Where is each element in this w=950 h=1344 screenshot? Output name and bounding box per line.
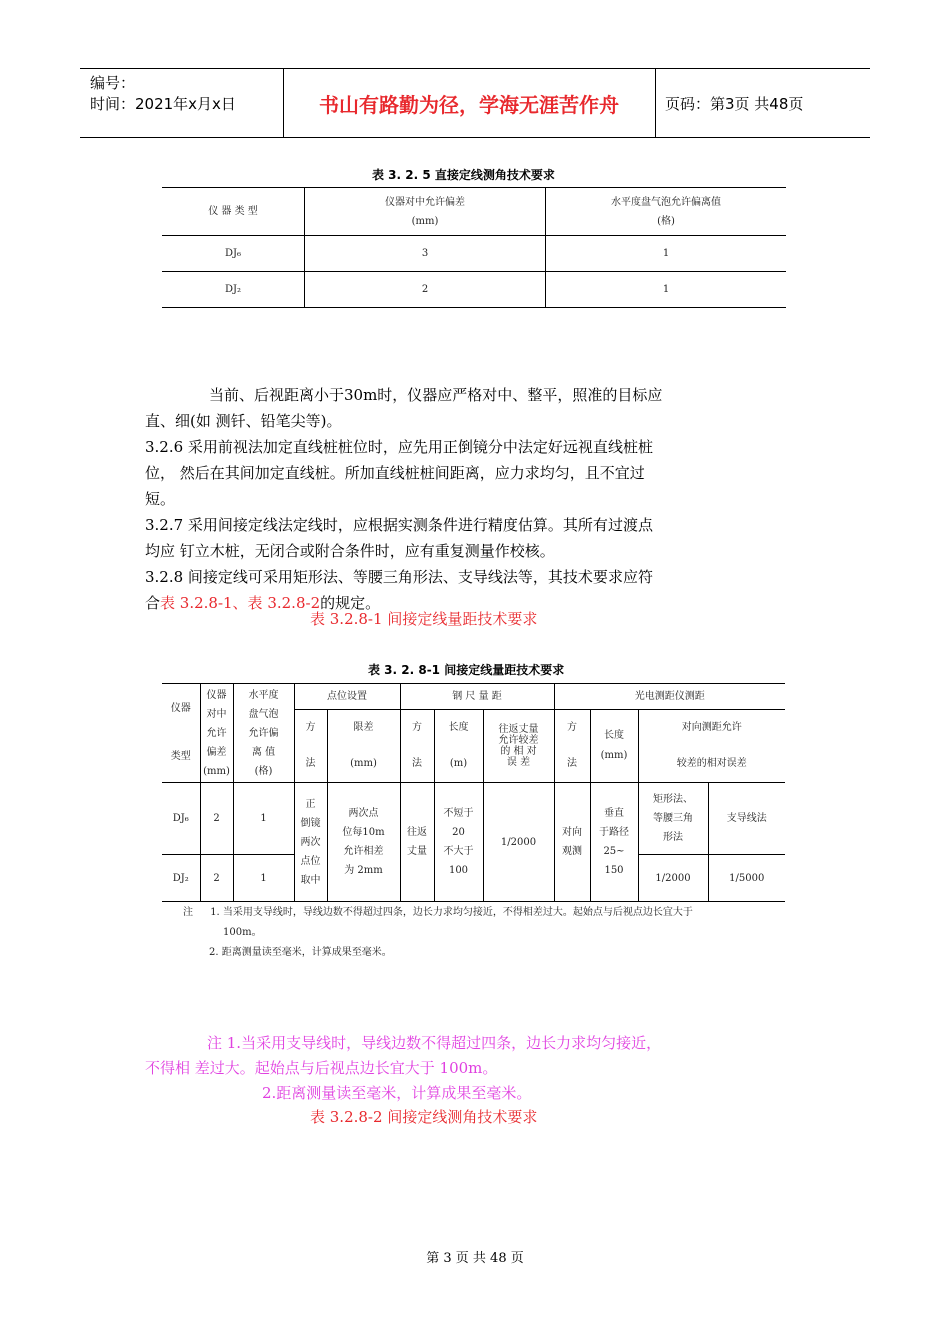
- table-cell: 2: [200, 855, 233, 902]
- header-cell: 方 法: [294, 710, 327, 783]
- table-cell: 不短于 20 不大于 100: [434, 783, 483, 902]
- table-notes: 注 1. 当采用支导线时，导线边数不得超过四条，边长力求均匀接近，不得相差过大。起始点与后视点边长宜大于: [183, 907, 693, 918]
- divider: [655, 69, 656, 137]
- table-cell: 2: [200, 783, 233, 855]
- date-label: 时间：2021年x月x日: [90, 95, 236, 113]
- note-line: 注 1.当采用支导线时，导线边数不得超过四条，边长力求均匀接近，: [207, 1034, 662, 1052]
- table-3-2-5: [162, 187, 786, 308]
- table-cell: 1/5000: [708, 855, 785, 902]
- table-cell: 2: [305, 272, 546, 308]
- table-cell: 1/2000: [483, 783, 554, 902]
- header-cell: 光电测距仪测距: [554, 684, 785, 710]
- table-title-red: 表 3.2.8-2 间接定线测角技术要求: [310, 1108, 538, 1126]
- table-cell: 两次点 位每10m 允许相差 为 2mm: [327, 783, 400, 902]
- table-cell: 1: [546, 236, 787, 272]
- header-meta: [90, 73, 236, 115]
- table-cell: 1: [546, 272, 787, 308]
- table-cell: 支导线法: [708, 783, 785, 855]
- table-cell: 正 倒镜 两次 点位 取中: [294, 783, 327, 902]
- table-notes: 2. 距离测量读至毫米，计算成果至毫米。: [209, 947, 392, 958]
- header-cell: 方 法: [400, 710, 434, 783]
- table-notes: 100m。: [223, 927, 262, 938]
- table-reference: 表 3.2.8-1、表 3.2.8-2: [160, 594, 321, 612]
- header-cell: 方 法: [554, 710, 590, 783]
- page-info: 页码：第3页 共48页: [665, 95, 804, 113]
- table-cell: DJ₆: [162, 783, 200, 855]
- table-cell: 1: [233, 855, 294, 902]
- note-line: 2.距离测量读至毫米，计算成果至毫米。: [262, 1084, 532, 1102]
- header-cell: 点位设置: [294, 684, 400, 710]
- header-cell: 钢 尺 量 距: [400, 684, 554, 710]
- page-footer: 第 3 页 共 48 页: [426, 1251, 524, 1266]
- page-header: [80, 68, 870, 138]
- header-cell: 水平度盘气泡允许偏离值 (格): [546, 188, 787, 236]
- number-label: 编号：: [90, 74, 136, 92]
- header-cell: 长度 (m): [434, 710, 483, 783]
- note-line: 不得相 差过大。起始点与后视点边长宜大于 100m。: [145, 1059, 498, 1077]
- table-cell: 1: [233, 783, 294, 855]
- table-cell: DJ₂: [162, 272, 305, 308]
- header-cell: 长度 (mm): [590, 710, 638, 783]
- table-cell: 垂直 于路径 25~ 150: [590, 783, 638, 902]
- header-cell: 仪器 类型: [162, 684, 200, 783]
- table-3-2-8-1: [162, 683, 785, 902]
- table-cell: 1/2000: [638, 855, 708, 902]
- table-cell: DJ₂: [162, 855, 200, 902]
- header-cell: 仪器 对中 允许 偏差 (mm): [200, 684, 233, 783]
- header-cell: 仪 器 类 型: [162, 188, 305, 236]
- table-cell: 3: [305, 236, 546, 272]
- header-cell: 对向测距允许 较差的相对误差: [638, 710, 785, 783]
- table-title-red: 表 3.2.8-1 间接定线量距技术要求: [310, 610, 538, 628]
- header-cell: 仪器对中允许偏差 (mm): [305, 188, 546, 236]
- header-cell: 往返丈量 允许较差 的 相 对 误 差: [483, 710, 554, 783]
- table2-caption: 表 3. 2. 8-1 间接定线量距技术要求: [368, 663, 565, 677]
- header-cell: 水平度 盘气泡 允许偏 离 值 (格): [233, 684, 294, 783]
- table-cell: 对向 观测: [554, 783, 590, 902]
- motto: 书山有路勤为径，学海无涯苦作舟: [319, 93, 619, 117]
- body-text: 当前、后视距离小于30m时，仪器应严格对中、整平，照准的目标应 直、细(如 测钎、铅笔尖等)。 3.2.6 采用前视法加定直线桩桩位时，应先用正倒镜分中法定好远视直线桩桩 位， 然后在其间加定直线桩。所加直线桩桩间距离，应力求均匀，且不宜过 短。 3.2.7 采用间接定线法定线时，应根据实测条件进行精度估算。其所有过渡点 均应 钉立木桩，无闭合或附合条件时，应有重复测量作校核。 3.2.8 间接定线可采用矩形法、等腰三角形法、支导线法等，其技术要求应符 合表 3.2.8-1、表 3.2.8-2的规定。: [145, 386, 663, 612]
- table-cell: DJ₆: [162, 236, 305, 272]
- table1-caption: 表 3. 2. 5 直接定线测角技术要求: [372, 168, 555, 182]
- table-cell: 往返 丈量: [400, 783, 434, 902]
- table-cell: 矩形法、 等腰三角 形法: [638, 783, 708, 855]
- header-cell: 限差 (mm): [327, 710, 400, 783]
